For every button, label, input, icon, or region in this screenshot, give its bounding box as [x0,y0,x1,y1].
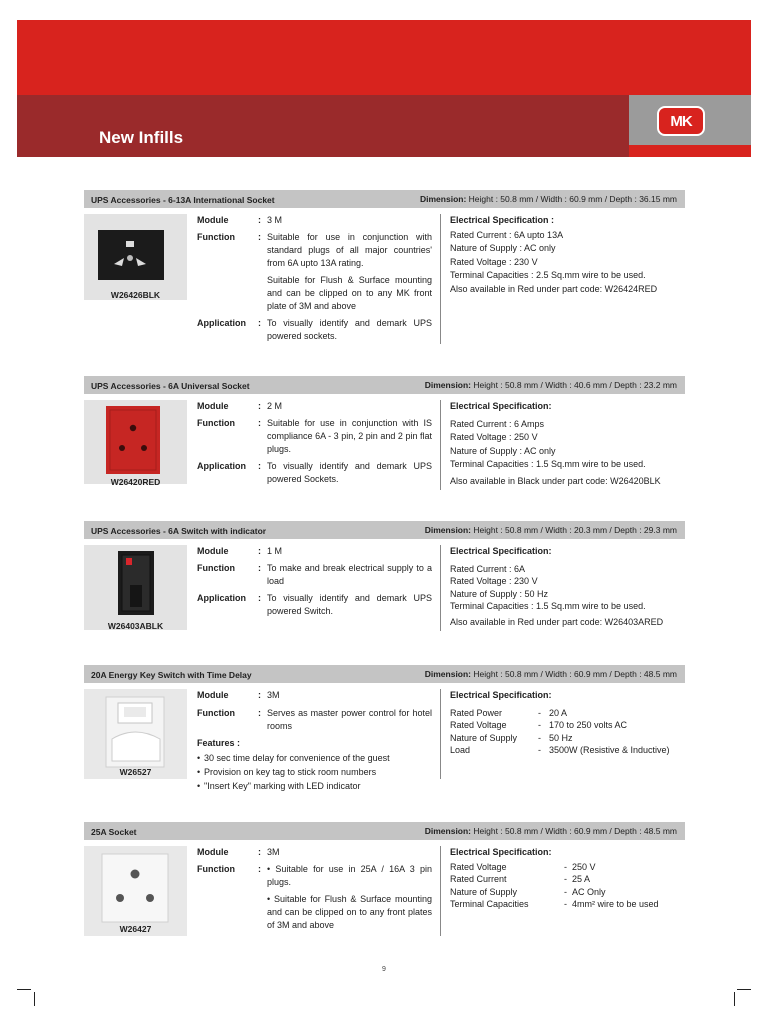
product-image [84,214,187,300]
spec-row: Rated Voltage - 250 V [450,861,596,872]
column-divider [440,689,441,779]
section-title-bar [84,190,685,208]
module-value: 3M [267,690,280,700]
spec-title: Electrical Specification: [450,690,552,700]
column-divider [440,846,441,936]
section-title: UPS Accessories - 6A Universal Socket [91,381,250,391]
product-details [197,846,432,936]
function-row: Function : Serves as master power control for hotel rooms [197,708,432,731]
spec-row: Load - 3500W (Resistive & Inductive) [450,745,670,755]
electrical-specification [450,689,690,757]
spec-row: Nature of Supply - AC Only [450,886,606,897]
header-logo-strip [629,145,751,157]
product-details [197,214,432,347]
header-red-band [17,20,751,95]
feature-item: • Provision on key tag to stick room numbers [197,766,432,779]
section-title-bar [84,521,685,539]
function-value: To make and break electrical supply to a load [267,563,432,586]
product-code: W26403ABLK [107,621,164,631]
module-row: Module : 3M [197,846,432,859]
international-socket-icon [84,214,187,300]
application-value: To visually identify and demark UPS powered Switch. [267,593,432,616]
energy-key-switch-icon [84,689,187,779]
column-divider [440,214,441,344]
spec-note: Also available in Black under part code: W26420BLK [450,475,661,486]
product-code: W26420RED [110,477,161,487]
crop-mark [17,989,31,990]
function-value: Suitable for use in conjunction with IS compliance 6A - 3 pin, 2 pin and 2 pin flat plugs. [267,418,432,454]
function-row: Function : Suitable for use in conjunction with standard plugs of all major countries' from 6A upto 13A rating. Suitable for Flush & Surface mounting and can be clipped on to any MK front plate of 3M and above [197,232,432,311]
application-row: Application : To visually identify and demark UPS powered Sockets. [197,461,432,484]
application-row: Application : To visually identify and demark UPS powered sockets. [197,318,432,341]
page-title: New Infills [99,128,184,147]
section-title: 25A Socket [91,827,137,837]
product-details [197,689,432,794]
function-value: Serves as master power control for hotel rooms [267,708,432,731]
electrical-specification [450,846,690,911]
spec-title: Electrical Specification: [450,847,552,857]
spec-title: Electrical Specification: [450,401,552,411]
electrical-specification: Electrical Specification: Rated Current : 6A Rated Voltage : 230 V Nature of Supply : 50 Hz Terminal Capacities : 1.5 Sq.mm wire to be used. Also available in Red under part code: W26403ARED [450,545,690,629]
spec-row: Rated Power - 20 A [450,707,568,718]
features-list [197,737,432,793]
product-code: W26527 [119,767,152,777]
module-value: 1 M [267,546,283,556]
spec-note: Also available in Red under part code: W26403ARED [450,616,664,627]
crop-mark [737,989,751,990]
25a-socket-icon [84,846,187,936]
product-image [84,545,187,630]
page-number: 9 [382,966,386,973]
electrical-specification: Electrical Specification: Rated Current : 6 Amps Rated Voltage : 250 V Nature of Supply : AC only Terminal Capacities : 1.5 Sq.mm wire to be used. Also available in Black under part code: W26420BLK [450,400,690,488]
spec-row: Terminal Capacities - 4mm² wire to be used [450,899,659,909]
module-row: Module : 1 M [197,545,432,558]
feature-item: • 30 sec time delay for convenience of the guest [197,752,432,765]
function-row: Function : • Suitable for use in 25A / 16A 3 pin plugs. • Suitable for Flush & Surface mounting and can be clipped on to any front plates of 3M and above [197,864,432,930]
section-title-bar [84,376,685,394]
column-divider [440,400,441,490]
spec-title: Electrical Specification: [450,546,552,556]
application-value: To visually identify and demark UPS powered sockets. [267,318,432,341]
application-row: Application : To visually identify and demark UPS powered Switch. [197,593,432,616]
crop-mark [734,992,735,1006]
spec-table [450,707,670,757]
module-row: Module : 2 M [197,400,432,413]
mk-logo: MK [657,106,705,136]
module-value: 2 M [267,401,283,411]
function-row: Function : Suitable for use in conjunction with IS compliance 6A - 3 pin, 2 pin and 2 pin flat plugs. [197,418,432,454]
features-title: Features : [197,738,241,748]
spec-row: Nature of Supply - 50 Hz [450,732,573,743]
section-title-bar [84,665,685,683]
column-divider [440,545,441,631]
feature-item: • "Insert Key" marking with LED indicator [197,780,432,793]
product-code: W26426BLK [110,290,161,300]
function-value: • Suitable for use in 25A / 16A 3 pin plugs. • Suitable for Flush & Surface mounting and can be clipped on to any front plates of 3M and above [267,864,432,930]
module-value: 3M [267,847,280,857]
function-row: Function : To make and break electrical supply to a load [197,563,432,586]
product-details [197,400,432,490]
section-dimension: Dimension: Height : 50.8 mm / Width : 20.3 mm / Depth : 29.3 mm [424,525,677,535]
section-dimension: Dimension: Height : 50.8 mm / Width : 40.6 mm / Depth : 23.2 mm [424,380,677,390]
module-row: Module : 3M [197,689,432,702]
section-title: 20A Energy Key Switch with Time Delay [91,670,252,680]
section-dimension: Dimension: Height : 50.8 mm / Width : 60.9 mm / Depth : 48.5 mm [424,826,677,836]
section-dimension: Dimension: Height : 50.8 mm / Width : 60.9 mm / Depth : 36.15 mm [420,194,677,204]
module-row: Module : 3 M [197,214,432,227]
spec-title: Electrical Specification : [450,215,555,225]
section-title: UPS Accessories - 6A Switch with indicator [91,526,267,536]
product-image [84,846,187,936]
product-image [84,689,187,779]
electrical-specification: Electrical Specification : Rated Current : 6A upto 13A Nature of Supply : AC only Rated Voltage : 230 V Terminal Capacities : 2.5 Sq.mm wire to be used. Also available in Red under part code: W26424RED [450,214,690,296]
section-title-bar [84,822,685,840]
section-dimension: Dimension: Height : 50.8 mm / Width : 60.9 mm / Depth : 48.5 mm [424,669,677,679]
product-code: W26427 [119,924,152,934]
function-value: Suitable for use in conjunction with standard plugs of all major countries' from 6A upto 13A rating. Suitable for Flush & Surface mounting and can be clipped on to any MK front plate of 3M and above [267,232,432,311]
product-image [84,400,187,484]
spec-row: Rated Voltage - 170 to 250 volts AC [450,720,628,730]
switch-with-indicator-icon [84,545,187,630]
section-title: UPS Accessories - 6-13A International Socket [91,195,275,205]
crop-mark [34,992,35,1006]
application-value: To visually identify and demark UPS powered Sockets. [267,461,432,484]
spec-table [450,861,659,911]
universal-socket-icon [84,400,187,484]
product-details [197,545,432,622]
spec-row: Rated Current - 25 A [450,874,591,884]
module-value: 3 M [267,215,283,225]
